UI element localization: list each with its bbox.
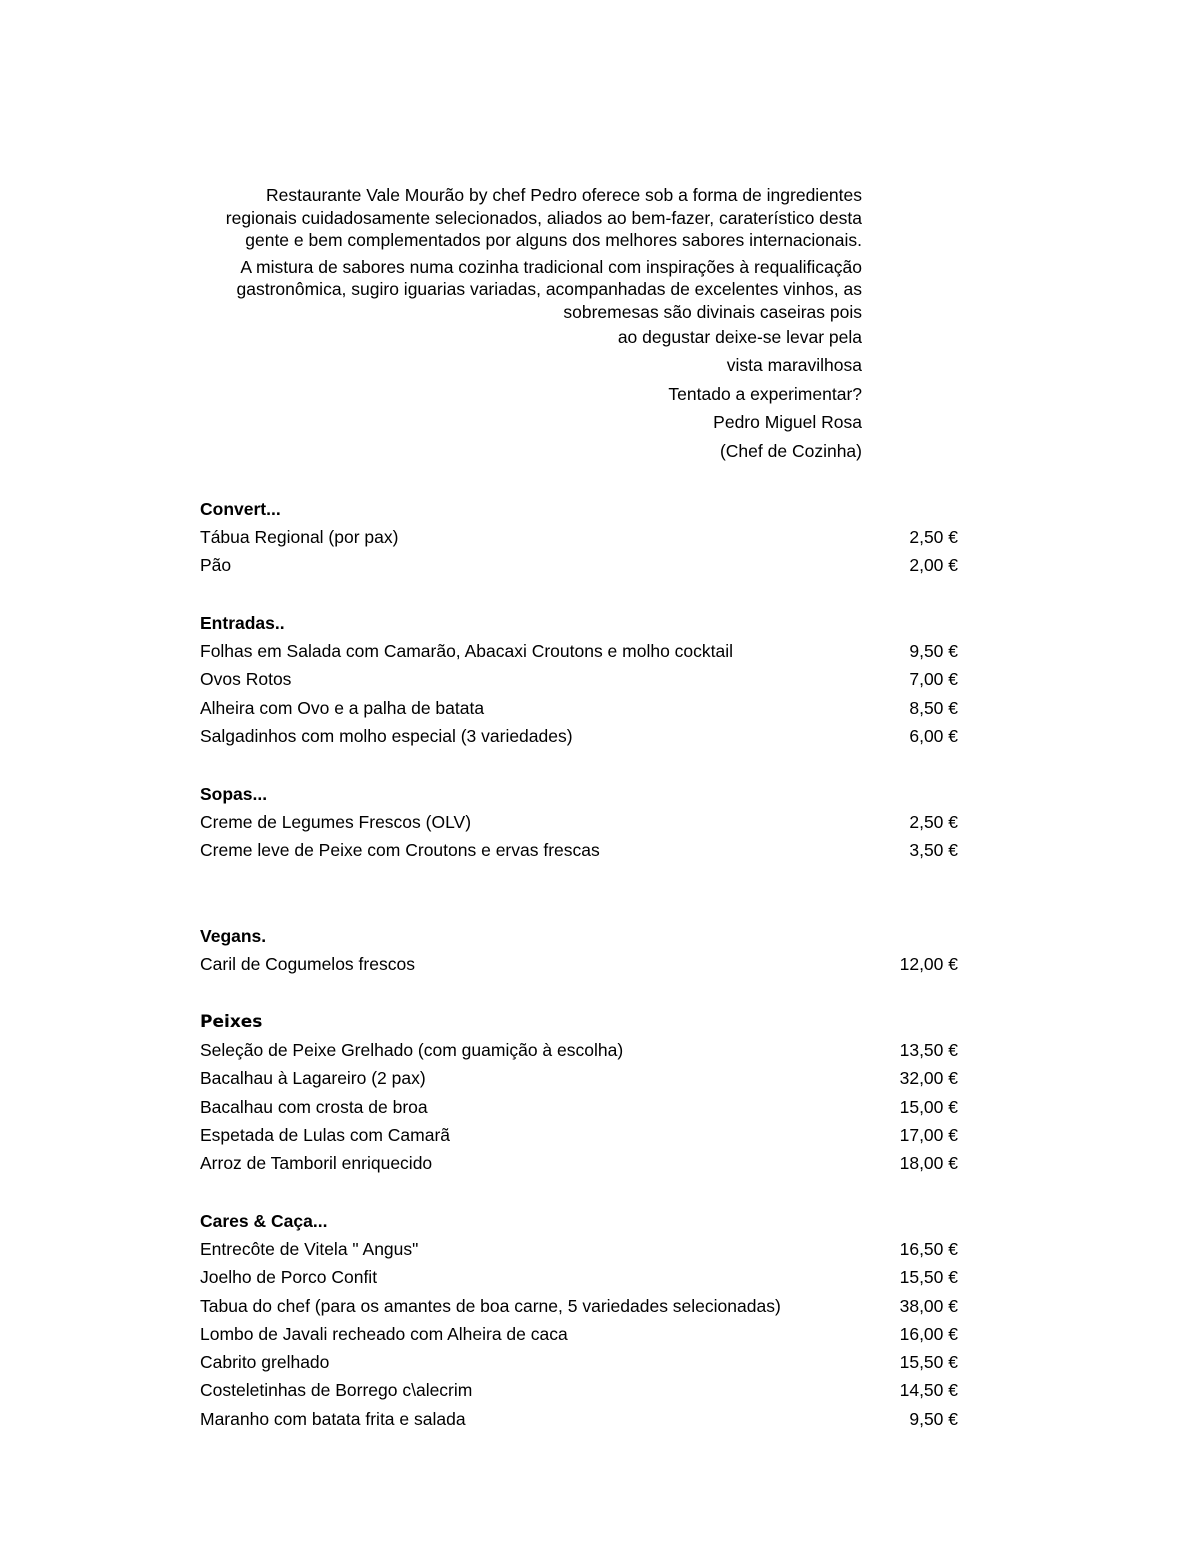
menu-section-entradas xyxy=(200,609,958,750)
item-name: Ovos Rotos xyxy=(200,669,292,690)
item-name: Tabua do chef (para os amantes de boa carne, 5 variedades selecionadas) xyxy=(200,1295,781,1316)
item-price: 12,00 € xyxy=(899,954,958,974)
item-name: Entrecôte de Vitela " Angus" xyxy=(200,1239,419,1259)
item-price: 6,00 € xyxy=(909,725,958,746)
item-price: 17,00 € xyxy=(899,1124,958,1145)
item-price: 15,50 € xyxy=(899,1267,958,1288)
item-name: Arroz de Tamboril enriquecido xyxy=(200,1153,433,1174)
menu-section-peixes xyxy=(200,1008,958,1177)
menu-item xyxy=(200,1348,958,1376)
menu-item xyxy=(200,1320,958,1348)
menu-item xyxy=(200,1064,958,1092)
item-name: Salgadinhos com molho especial (3 variedades) xyxy=(200,725,573,746)
menu-section-vegans xyxy=(200,922,958,978)
section-title: Vegans. xyxy=(200,926,267,946)
item-price: 38,00 € xyxy=(899,1295,958,1316)
menu-item xyxy=(200,1263,958,1291)
menu-item xyxy=(200,1292,958,1320)
menu-item xyxy=(200,637,958,665)
menu-item xyxy=(200,722,958,750)
menu-item xyxy=(200,665,958,693)
item-price: 15,00 € xyxy=(899,1096,958,1117)
menu-item xyxy=(200,694,958,722)
intro-paragraph-2: A mistura de sabores numa cozinha tradicional com inspirações à requalificação gastronômica, sugiro iguarias variadas, acompanhadas de excelentes vinhos, as sobremesas são divinais caseiras pois xyxy=(236,256,862,322)
menu-section-sopas xyxy=(200,780,958,865)
intro-text xyxy=(200,184,862,323)
menu-item xyxy=(200,950,958,978)
item-price: 9,50 € xyxy=(909,1408,958,1429)
item-name: Tábua Regional (por pax) xyxy=(200,527,399,547)
item-price: 15,50 € xyxy=(899,1352,958,1373)
item-price: 16,00 € xyxy=(899,1323,958,1344)
item-name: Bacalhau com crosta de broa xyxy=(200,1096,428,1117)
menu-item xyxy=(200,1376,958,1404)
menu-item xyxy=(200,1036,958,1064)
item-name: Seleção de Peixe Grelhado (com guamição à escolha) xyxy=(200,1040,624,1060)
item-price: 2,50 € xyxy=(909,527,958,547)
item-name: Joelho de Porco Confit xyxy=(200,1267,378,1288)
item-price: 3,50 € xyxy=(909,840,958,861)
chef-title: (Chef de Cozinha) xyxy=(719,441,862,461)
item-price: 2,00 € xyxy=(909,555,958,576)
item-name: Alheira com Ovo e a palha de batata xyxy=(200,697,485,718)
section-title: Entradas.. xyxy=(200,613,285,633)
item-name: Caril de Cogumelos frescos xyxy=(200,954,415,974)
section-title: Peixes xyxy=(200,1012,263,1032)
menu-item xyxy=(200,1121,958,1149)
menu-item xyxy=(200,1405,958,1433)
menu-item xyxy=(200,1149,958,1177)
item-name: Espetada de Lulas com Camarã xyxy=(200,1124,450,1145)
item-price: 16,50 € xyxy=(899,1239,958,1259)
section-title: Cares & Caça... xyxy=(200,1211,328,1231)
section-title: Sopas... xyxy=(200,784,268,804)
menu-item xyxy=(200,808,958,836)
item-name: Cabrito grelhado xyxy=(200,1352,330,1373)
item-price: 7,00 € xyxy=(909,669,958,690)
item-name: Costeletinhas de Borrego c\alecrim xyxy=(200,1380,473,1401)
item-price: 9,50 € xyxy=(909,641,958,661)
item-price: 32,00 € xyxy=(899,1068,958,1089)
menu-item xyxy=(200,1235,958,1263)
intro-paragraph-1: Restaurante Vale Mourão by chef Pedro oferece sob a forma de ingredientes regionais cuidadosamente selecionados, aliados ao bem-fazer, caraterístico desta gente e bem complementados por alguns dos melhores sabores internacionais. xyxy=(225,185,862,250)
intro-line-3: ao degustar deixe-se levar pela xyxy=(617,327,862,347)
menu-item xyxy=(200,523,958,551)
item-price: 18,00 € xyxy=(899,1153,958,1174)
item-price: 8,50 € xyxy=(909,697,958,718)
item-price: 14,50 € xyxy=(899,1380,958,1401)
item-name: Pão xyxy=(200,555,232,576)
item-name: Creme leve de Peixe com Croutons e ervas frescas xyxy=(200,840,600,861)
section-title: Convert... xyxy=(200,499,281,519)
item-name: Bacalhau à Lagareiro (2 pax) xyxy=(200,1068,426,1089)
item-name: Lombo de Javali recheado com Alheira de caca xyxy=(200,1323,568,1344)
menu-item xyxy=(200,551,958,579)
menu-section-convert xyxy=(200,495,958,580)
item-name: Creme de Legumes Frescos (OLV) xyxy=(200,812,472,832)
menu-section-carnes-caca xyxy=(200,1207,958,1433)
item-name: Folhas em Salada com Camarão, Abacaxi Croutons e molho cocktail xyxy=(200,641,734,661)
item-price: 2,50 € xyxy=(909,812,958,832)
item-price: 13,50 € xyxy=(899,1040,958,1060)
menu-item xyxy=(200,1093,958,1121)
item-name: Maranho com batata frita e salada xyxy=(200,1408,466,1429)
intro-line-5: Tentado a experimentar? xyxy=(668,384,862,404)
intro-line-4: vista maravilhosa xyxy=(726,355,862,375)
chef-name: Pedro Miguel Rosa xyxy=(713,412,862,432)
menu-item xyxy=(200,836,958,864)
